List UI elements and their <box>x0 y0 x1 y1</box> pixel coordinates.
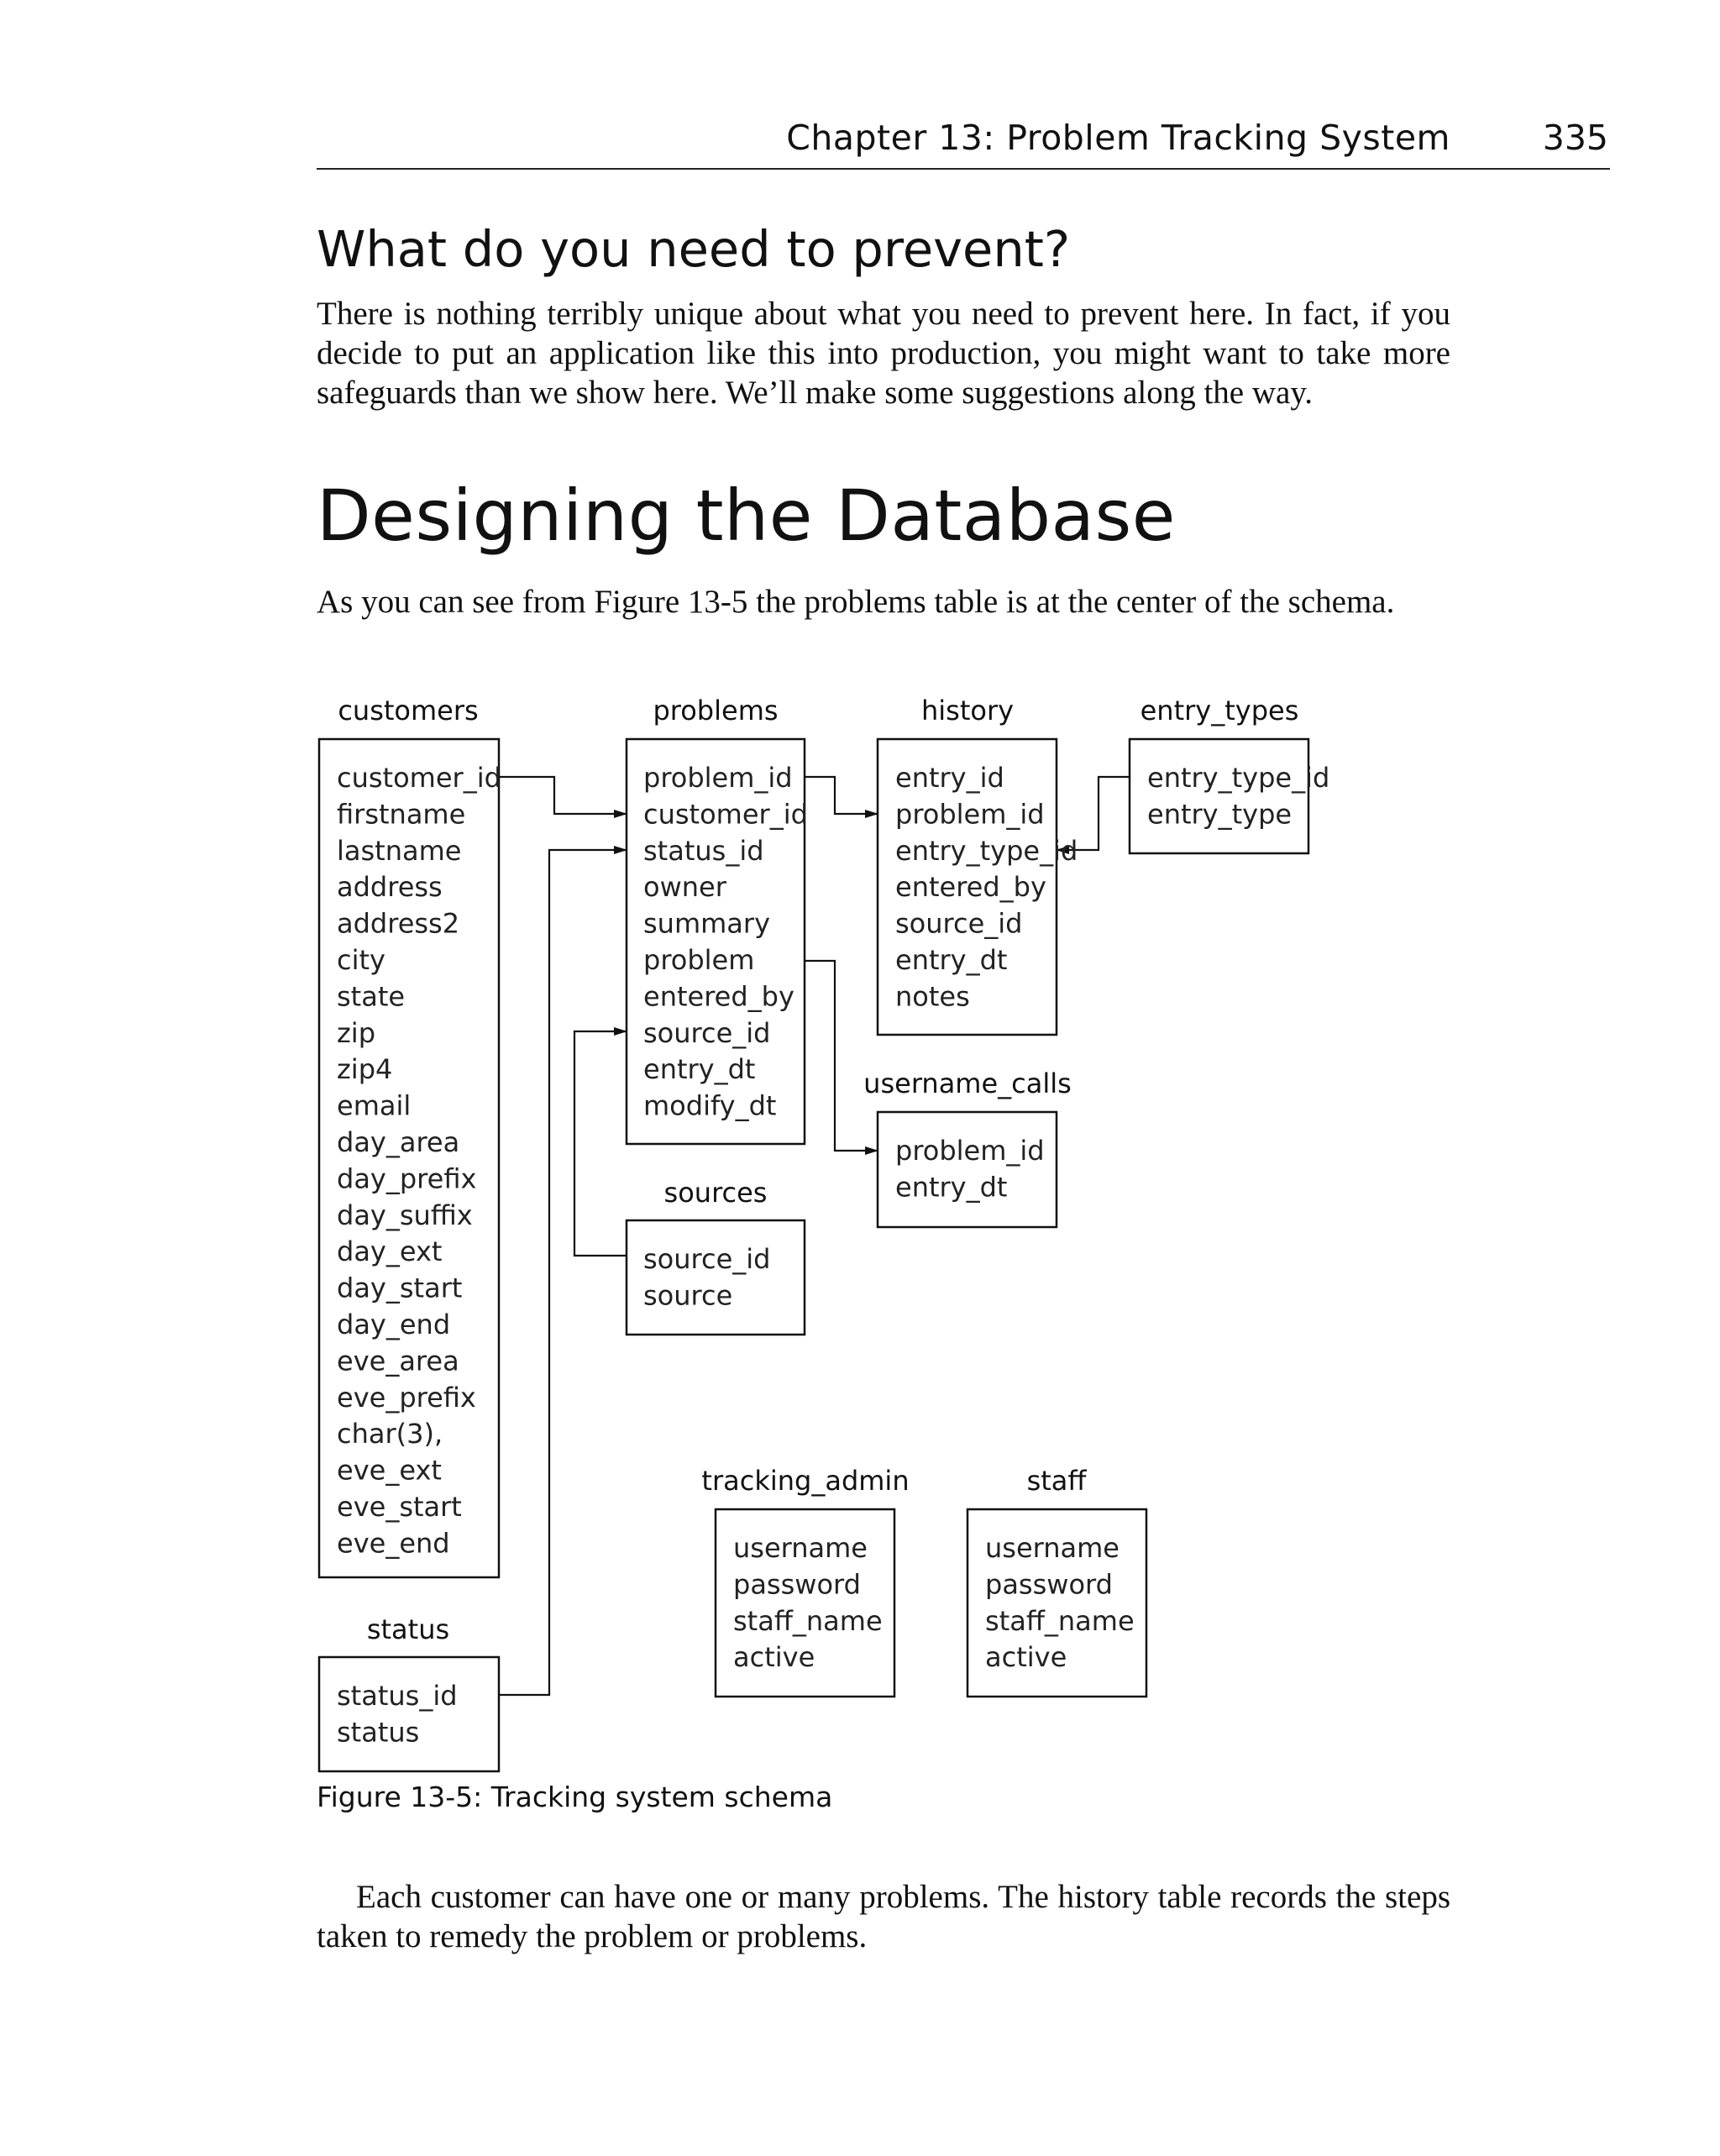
field-day-ext: day_ext <box>337 1235 443 1268</box>
table-problems <box>627 695 808 1144</box>
table-box <box>319 1657 499 1771</box>
figure-caption: Figure 13-5: Tracking system schema <box>317 1781 833 1813</box>
field-list <box>1147 762 1329 830</box>
field-status-id: status_id <box>643 834 764 867</box>
body-paragraph: Each customer can have one or many problems. The history table records the steps taken to remedy the problem or problems. <box>317 1879 1450 1954</box>
field-summary: summary <box>643 907 770 940</box>
field-customer-id: customer_id <box>337 762 501 794</box>
table-title: status <box>366 1613 450 1645</box>
table-title: tracking_admin <box>701 1465 910 1497</box>
intro-paragraph: As you can see from Figure 13-5 the problems table is at the center of the schema. <box>317 584 1395 620</box>
field-list <box>895 762 1078 1012</box>
field-entered-by: entered_by <box>643 980 794 1013</box>
field-source-id: source_id <box>643 1016 771 1049</box>
field-entry-type-id: entry_type_id <box>895 834 1078 867</box>
field-username: username <box>985 1532 1120 1564</box>
field-eve-start: eve_start <box>337 1491 462 1523</box>
field-day-start: day_start <box>337 1272 463 1304</box>
field-eve-ext: eve_ext <box>337 1454 442 1487</box>
field-modify-dt: modify_dt <box>643 1089 777 1122</box>
link-status-problems <box>499 850 627 1695</box>
table-box <box>878 1112 1057 1227</box>
field-entry-type: entry_type <box>1147 798 1293 831</box>
field-list <box>643 762 808 1122</box>
field-entry-dt: entry_dt <box>895 1171 1008 1204</box>
table-entry-types <box>1130 695 1329 853</box>
field-list <box>643 1243 770 1311</box>
field-problem-id: problem_id <box>643 762 793 794</box>
table-title: problems <box>653 695 779 727</box>
table-title: customers <box>338 695 479 727</box>
field-day-suffix: day_suffix <box>337 1199 473 1231</box>
field-customer-id: customer_id <box>643 798 808 831</box>
field-problem-id: problem_id <box>895 798 1045 831</box>
field-problem-id: problem_id <box>895 1135 1045 1167</box>
field-zip: zip <box>337 1016 375 1049</box>
table-title: history <box>920 695 1015 727</box>
table-box <box>627 1220 805 1335</box>
field-source-id: source_id <box>895 907 1023 940</box>
table-customers <box>319 695 501 1577</box>
field-firstname: firstname <box>337 798 466 831</box>
table-title: sources <box>663 1177 768 1209</box>
field-state: state <box>337 980 406 1013</box>
link-problems-username-calls <box>805 961 878 1151</box>
field-entry-id: entry_id <box>895 762 1004 794</box>
field-staff-name: staff_name <box>985 1604 1135 1637</box>
link-problems-history <box>805 777 878 814</box>
section-heading: What do you need to prevent? <box>317 220 1071 278</box>
field-entry-type-id: entry_type_id <box>1147 762 1330 794</box>
field-eve-end: eve_end <box>337 1527 450 1560</box>
table-title: staff <box>1026 1465 1087 1497</box>
field-day-area: day_area <box>337 1126 460 1158</box>
field-city: city <box>337 944 385 976</box>
field-active: active <box>733 1641 815 1674</box>
table-tracking-admin <box>701 1465 909 1697</box>
field-entered-by: entered_by <box>895 871 1046 904</box>
field-entry-dt: entry_dt <box>643 1053 756 1086</box>
field-username: username <box>733 1532 868 1564</box>
link-customers-problems <box>499 777 627 814</box>
link-sources-problems <box>574 1031 627 1256</box>
field-lastname: lastname <box>337 834 462 867</box>
field-source-id: source_id <box>643 1243 771 1275</box>
field-active: active <box>985 1641 1067 1674</box>
field-list <box>337 1680 458 1748</box>
field-address: address <box>337 871 443 904</box>
field-password: password <box>733 1568 861 1601</box>
table-username-calls <box>863 1068 1072 1227</box>
table-box <box>1130 739 1308 853</box>
table-status <box>319 1613 499 1771</box>
field-email: email <box>337 1089 412 1122</box>
field-eve-area: eve_area <box>337 1345 459 1377</box>
main-heading: Designing the Database <box>317 475 1176 557</box>
table-title: entry_types <box>1140 695 1299 727</box>
table-sources <box>627 1177 805 1335</box>
field-staff-name: staff_name <box>733 1604 883 1637</box>
section-paragraph: There is nothing terribly unique about what you need to prevent here. In fact, if you decide to put an application like this into production, you might want to take more safeguards than we show here. We’ll make some suggestions along the way. <box>317 296 1450 411</box>
field-char-3: char(3), <box>337 1418 443 1450</box>
field-status-id: status_id <box>337 1680 458 1712</box>
field-entry-dt: entry_dt <box>895 944 1008 976</box>
field-zip4: zip4 <box>337 1053 393 1086</box>
field-status: status <box>337 1716 420 1749</box>
field-day-end: day_end <box>337 1309 451 1340</box>
field-list <box>337 762 501 1559</box>
field-list <box>985 1532 1135 1673</box>
table-history <box>878 695 1078 1035</box>
field-day-prefix: day_prefix <box>337 1162 477 1195</box>
field-eve-prefix: eve_prefix <box>337 1381 476 1414</box>
field-problem: problem <box>643 944 755 976</box>
table-staff <box>968 1465 1146 1697</box>
field-list <box>895 1135 1045 1203</box>
field-owner: owner <box>643 871 726 904</box>
field-source: source <box>643 1279 733 1312</box>
chapter-title: Chapter 13: Problem Tracking System <box>786 118 1450 158</box>
table-title: username_calls <box>863 1068 1072 1099</box>
page-number: 335 <box>1542 118 1608 158</box>
field-address2: address2 <box>337 907 460 940</box>
field-notes: notes <box>895 980 970 1013</box>
field-list <box>733 1532 883 1673</box>
field-password: password <box>985 1568 1113 1601</box>
